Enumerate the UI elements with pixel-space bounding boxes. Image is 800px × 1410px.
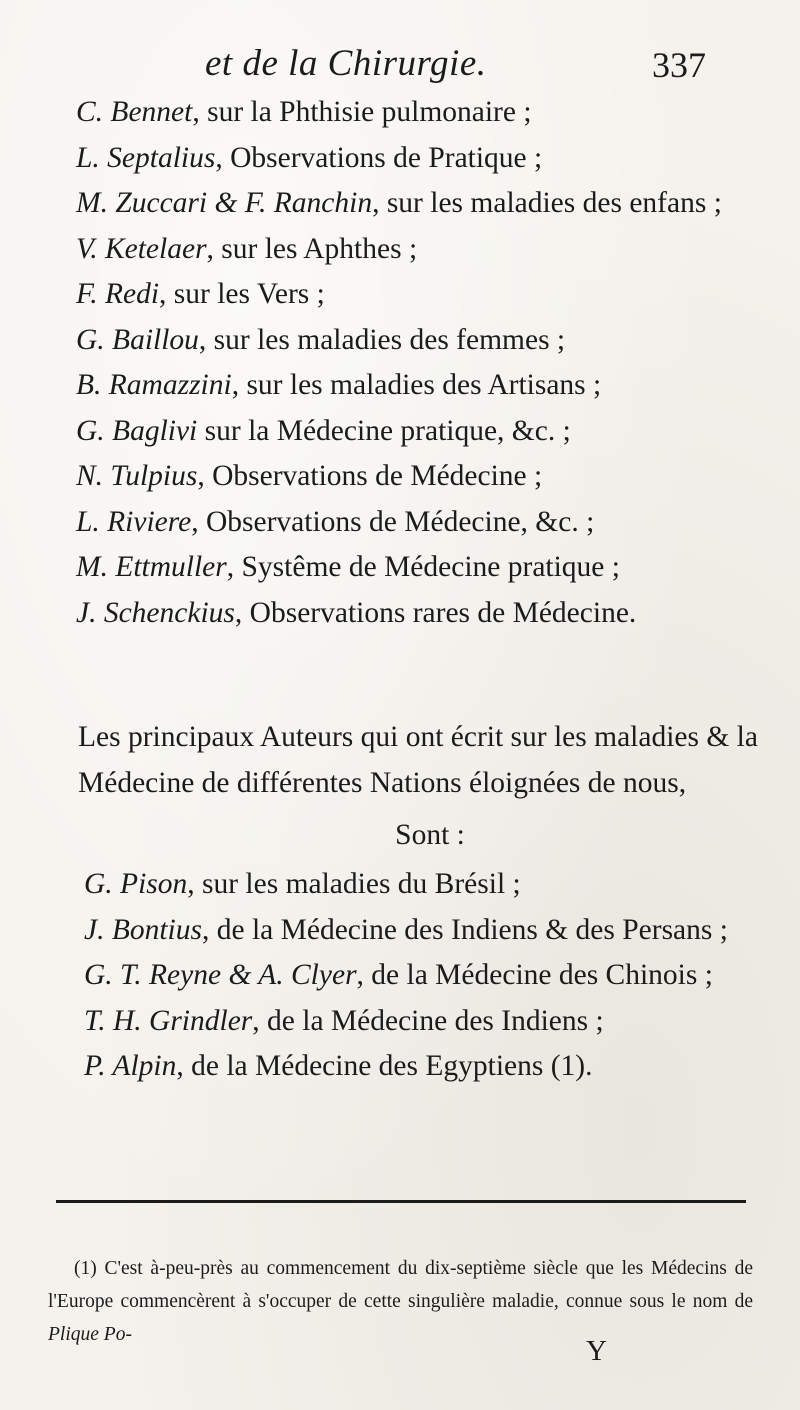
work-description: , Observations rares de Médecine. (234, 596, 637, 629)
list-item (0, 999, 800, 1045)
signature-mark: Y (586, 1335, 607, 1367)
list-item (0, 454, 800, 500)
list-item (0, 272, 800, 318)
author-name: L. Riviere (76, 505, 192, 538)
author-name: F. Redi (76, 278, 160, 310)
list-item (0, 953, 800, 999)
author-name: C. Bennet (76, 96, 193, 128)
work-description: , Observations de Médecine, &c. ; (191, 505, 595, 538)
author-name: J. Schenckius (76, 596, 235, 629)
author-name: B. Ramazzini (76, 369, 232, 401)
list-item (0, 227, 800, 273)
footnote-text: (1) C'est à-peu-près au commencement du dix-septième siècle que les Médecins de l'Europe commencèrent à s'occuper de cette singulière maladie, connue sous le nom de (48, 1257, 753, 1312)
list-item (0, 409, 800, 455)
author-name: G. Pison (84, 868, 188, 900)
list-item (0, 136, 800, 182)
page-header (0, 38, 800, 88)
work-description: , sur la Phthisie pulmonaire ; (192, 96, 532, 128)
author-name: T. H. Grindler (84, 1004, 253, 1037)
work-description: , sur les Vers ; (159, 278, 325, 310)
work-description: , sur les maladies des enfans ; (372, 187, 722, 219)
list-item (0, 591, 800, 637)
author-name: G. Baglivi (76, 414, 198, 447)
author-name: M. Zuccari & F. Ranchin (76, 187, 373, 219)
work-description: , sur les maladies des femmes ; (198, 323, 566, 356)
list-item (0, 181, 800, 227)
running-title: et de la Chirurgie. (205, 43, 487, 84)
footnote (48, 1252, 753, 1351)
work-description: , sur les maladies des Artisans ; (231, 369, 602, 401)
work-description: , de la Médecine des Indiens ; (252, 1004, 604, 1037)
list-item (0, 318, 800, 364)
intro-paragraph: Les principaux Auteurs qui ont écrit sur les maladies & la Médecine de différentes Nations éloignées de nous, (78, 720, 758, 799)
work-description: , de la Médecine des Indiens & des Persans ; (202, 913, 728, 946)
author-name: M. Ettmuller (76, 551, 227, 583)
author-name: G. T. Reyne & A. Clyer (84, 959, 357, 991)
author-name: L. Septalius (76, 141, 216, 174)
work-description: , sur les Aphthes ; (206, 232, 418, 265)
work-description: , de la Médecine des Chinois ; (356, 959, 713, 991)
work-description: , Observations de Médecine ; (197, 460, 543, 492)
page-number: 337 (652, 45, 706, 85)
list-item (0, 545, 800, 591)
list-item (0, 862, 800, 908)
author-list-europe (0, 90, 800, 636)
work-description: , de la Médecine des Egyptiens (1). (176, 1050, 593, 1082)
author-name: N. Tulpius (76, 460, 198, 492)
footnote-divider (56, 1200, 746, 1203)
list-item (0, 363, 800, 409)
author-name: J. Bontius (84, 913, 202, 946)
work-description: , Systême de Médecine pratique ; (226, 551, 620, 583)
author-name: V. Ketelaer (76, 232, 207, 265)
sont-heading: Sont : (395, 819, 465, 851)
footnote-italic: Plique Po- (48, 1323, 132, 1345)
work-description: , Observations de Pratique ; (215, 141, 543, 174)
list-item (0, 90, 800, 136)
work-description: sur la Médecine pratique, &c. ; (197, 414, 571, 447)
list-item (0, 908, 800, 954)
author-name: G. Baillou (76, 323, 199, 356)
author-name: P. Alpin (84, 1050, 177, 1082)
list-item (0, 500, 800, 546)
work-description: , sur les maladies du Brésil ; (187, 868, 521, 900)
author-list-distant-nations (0, 862, 800, 1090)
list-item (0, 1044, 800, 1090)
